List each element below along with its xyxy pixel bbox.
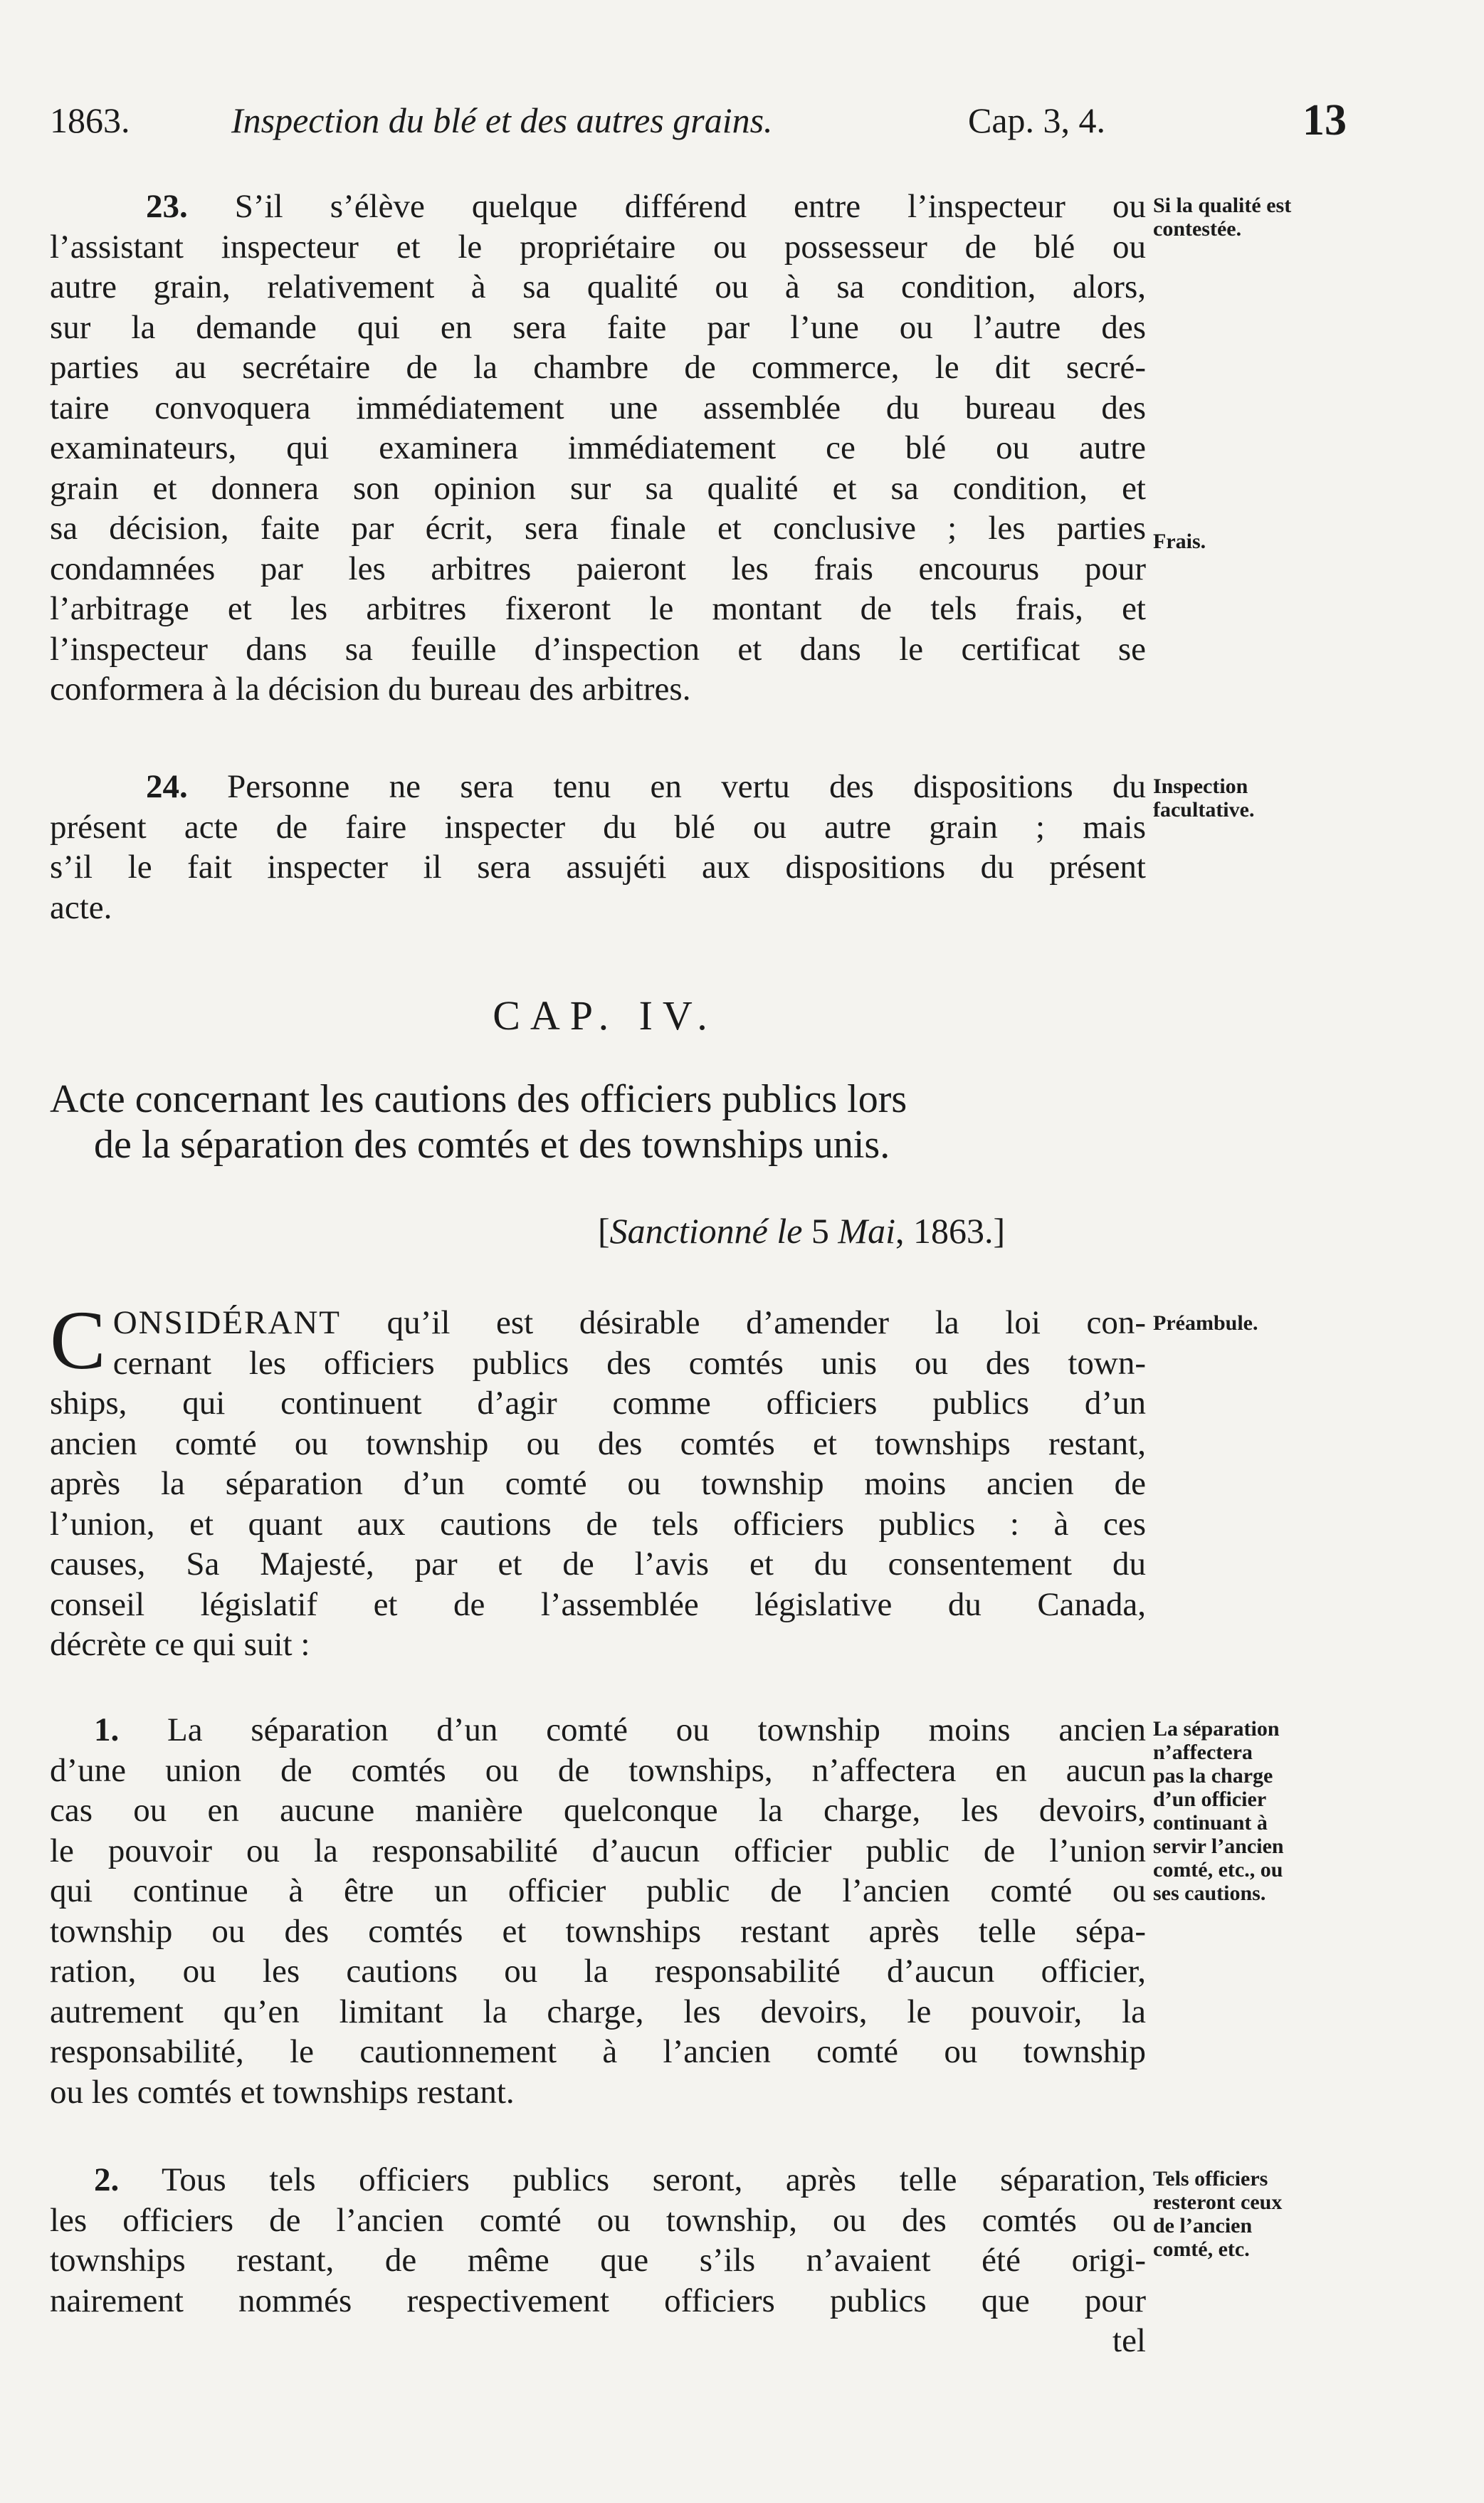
margin-note-fees <box>1153 530 1338 553</box>
margin-note-line: comté, etc. <box>1153 2237 1250 2261</box>
paragraph-line: ancien comté ou township ou des comtés et townships restant, <box>50 1424 1146 1462</box>
section-23-line <box>50 187 1146 227</box>
paragraph-line: acte. <box>50 888 112 926</box>
section-1 <box>50 1710 1146 2112</box>
paragraph-line: autrement qu’en limitant la charge, les devoirs, le pouvoir, la <box>50 1993 1146 2030</box>
sanction-year: , 1863.] <box>895 1211 1006 1251</box>
sanction-date <box>598 1210 1153 1252</box>
paragraph-line: conseil législatif et de l’assemblée législative du Canada, <box>50 1585 1146 1623</box>
section-23 <box>50 187 1146 710</box>
margin-note-officers <box>1153 2167 1338 2261</box>
paragraph-line: autre grain, relativement à sa qualité ou à sa condition, alors, <box>50 268 1146 305</box>
paragraph-line: sur la demande qui en sera faite par l’une ou l’autre des <box>50 308 1146 346</box>
paragraph-line: qui continue à être un officier public de l’ancien comté ou <box>50 1872 1146 1909</box>
paragraph-line: le pouvoir ou la responsabilité d’aucun officier public de l’union <box>50 1832 1146 1869</box>
header-title: Inspection du blé et des autres grains. <box>231 100 773 140</box>
paragraph-line: township ou des comtés et townships restant après telle sépa- <box>50 1912 1146 1950</box>
paragraph-line: condamnées par les arbitres paieront les frais encourus pour <box>50 550 1146 587</box>
header-chapter: Cap. 3, 4. <box>968 100 1106 140</box>
margin-note-line: comté, etc., ou <box>1153 1858 1283 1882</box>
margin-note-line: continuant à <box>1153 1811 1268 1835</box>
section-24-line <box>50 767 1146 807</box>
paragraph-text: qu’il est désirable d’amender la loi con- <box>386 1304 1146 1341</box>
paragraph-text: Tous tels officiers publics seront, après telle séparation, <box>161 2161 1146 2198</box>
paragraph-line: townships restant, de même que s’ils n’avaient été origi- <box>50 2242 1146 2279</box>
paragraph-line: nairement nommés respectivement officiers publics que pour <box>50 2282 1146 2319</box>
paragraph-text: S’il s’élève quelque différend entre l’inspecteur ou <box>234 188 1146 225</box>
paragraph-line: examinateurs, qui examinera immédiatement ce blé ou autre <box>50 429 1146 466</box>
margin-note-line: Tels officiers <box>1153 2167 1268 2190</box>
paragraph-line: responsabilité, le cautionnement à l’ancien comté ou township <box>50 2033 1146 2070</box>
paragraph-line: ships, qui continuent d’agir comme officiers publics d’un <box>50 1385 1146 1422</box>
preamble <box>50 1294 1146 1665</box>
sanction-month: Mai <box>838 1211 895 1251</box>
margin-note-text: Si la qualité est contestée. <box>1153 194 1292 241</box>
section-2-line <box>50 2160 1146 2200</box>
paragraph-line: ration, ou les cautions ou la responsabilité d’aucun officier, <box>50 1953 1146 1990</box>
paragraph-line: l’union, et quant aux cautions de tels officiers publics : à ces <box>50 1505 1146 1543</box>
margin-note-optional <box>1153 775 1338 822</box>
section-1-number: 1. <box>94 1711 120 1748</box>
margin-note-quality <box>1153 194 1338 241</box>
paragraph-line: conformera à la décision du bureau des arbitres. <box>50 671 691 708</box>
paragraph-line: cernant les officiers publics des comtés unis ou des town- <box>112 1344 1146 1382</box>
margin-note-text: Préambule. <box>1153 1311 1258 1335</box>
paragraph-line: causes, Sa Majesté, par et de l’avis et du consentement du <box>50 1546 1146 1583</box>
paragraph-line: grain et donnera son opinion sur sa qualité et sa condition, et <box>50 469 1146 507</box>
section-2 <box>50 2160 1146 2361</box>
act-title-line: Acte concernant les cautions des officiers publics lors <box>50 1077 907 1121</box>
running-head <box>50 96 1352 149</box>
paragraph-line: présent acte de faire inspecter du blé ou autre grain ; mais <box>50 808 1146 846</box>
paragraph-line: s’il le fait inspecter il sera assujéti aux dispositions du présent <box>50 849 1146 886</box>
paragraph-line: les officiers de l’ancien comté ou township, ou des comtés ou <box>50 2201 1146 2239</box>
margin-note-line: servir l’ancien <box>1153 1835 1284 1858</box>
paragraph-line: après la séparation d’un comté ou township moins ancien de <box>50 1465 1146 1502</box>
preamble-line <box>113 1303 1146 1343</box>
margin-note-line: La séparation <box>1153 1717 1280 1741</box>
margin-note-line: ses cautions. <box>1153 1882 1266 1905</box>
margin-note-line: resteront ceux <box>1153 2190 1283 2214</box>
paragraph-line: sa décision, faite par écrit, sera finale et conclusive ; les parties <box>50 510 1146 547</box>
paragraph-line: cas ou en aucune manière quelconque la charge, les devoirs, <box>50 1792 1146 1829</box>
paragraph-line: d’une union de comtés ou de townships, n’affectera en aucun <box>50 1751 1146 1789</box>
act-title-line: de la séparation des comtés et des townships unis. <box>94 1123 890 1167</box>
paragraph-text: La séparation d’un comté ou township moins ancien <box>167 1711 1146 1748</box>
margin-note-text: Frais. <box>1153 530 1206 553</box>
paragraph-line: taire convoquera immédiatement une assemblée du bureau des <box>50 389 1146 426</box>
preamble-first-word: ONSIDÉRANT <box>112 1304 341 1341</box>
paragraph-line: parties au secrétaire de la chambre de commerce, le dit secré- <box>50 349 1146 386</box>
margin-note-text: Inspection facultative. <box>1153 775 1255 822</box>
sanction-bracket: [ <box>598 1211 610 1251</box>
section-24 <box>50 767 1146 928</box>
margin-note-line: n’affectera <box>1153 1741 1253 1764</box>
sanction-day: 5 <box>811 1211 829 1251</box>
catchword: tel <box>1112 2322 1146 2359</box>
sanction-label: Sanctionné le <box>609 1211 803 1251</box>
margin-note-line: de l’ancien <box>1153 2214 1253 2237</box>
margin-note-preamble <box>1153 1311 1338 1335</box>
section-1-line <box>50 1710 1146 1751</box>
header-year: 1863. <box>50 100 130 140</box>
act-title <box>50 1076 1146 1167</box>
section-23-number: 23. <box>146 188 188 225</box>
paragraph-line: décrète ce qui suit : <box>50 1626 310 1663</box>
page-number: 13 <box>1303 96 1347 145</box>
drop-cap: C <box>50 1294 106 1387</box>
margin-note-separation <box>1153 1717 1338 1905</box>
paragraph-line: l’assistant inspecteur et le propriétaire ou possesseur de blé ou <box>50 228 1146 266</box>
section-24-number: 24. <box>146 768 188 805</box>
margin-note-line: pas la charge <box>1153 1764 1273 1788</box>
paragraph-line: l’arbitrage et les arbitres fixeront le montant de tels frais, et <box>50 590 1146 627</box>
section-2-number: 2. <box>94 2161 120 2198</box>
chapter-heading: CAP. IV. <box>493 992 717 1039</box>
margin-note-line: d’un officier <box>1153 1788 1267 1811</box>
paragraph-line: ou les comtés et townships restant. <box>50 2073 515 2111</box>
paragraph-line: l’inspecteur dans sa feuille d’inspection et dans le certificat se <box>50 630 1146 668</box>
paragraph-text: Personne ne sera tenu en vertu des dispositions du <box>227 768 1146 805</box>
